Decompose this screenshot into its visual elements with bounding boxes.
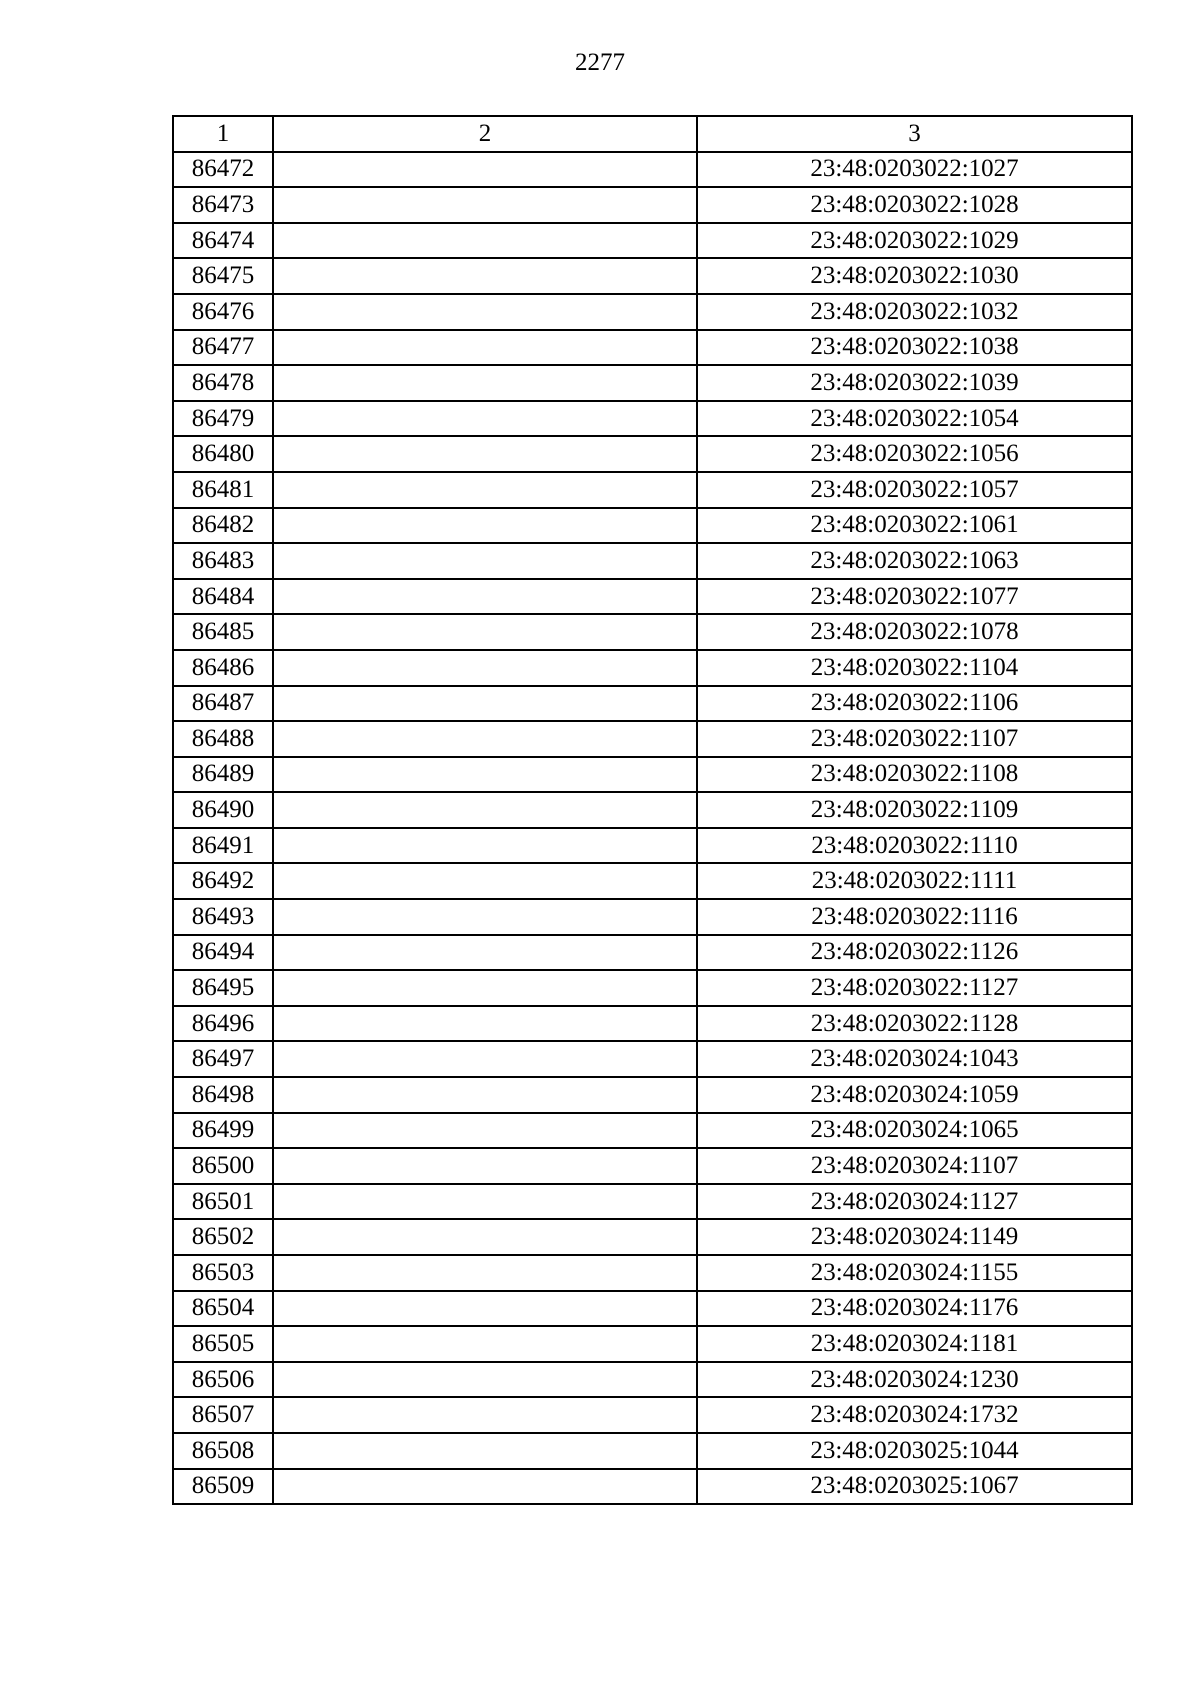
name-cell xyxy=(273,686,697,722)
name-cell xyxy=(273,1006,697,1042)
table-row xyxy=(173,899,1132,935)
table-row xyxy=(173,1397,1132,1433)
table-row xyxy=(173,686,1132,722)
row-number-cell: 86483 xyxy=(173,543,273,579)
table-row xyxy=(173,330,1132,366)
cadastral-number-cell: 23:48:0203022:1104 xyxy=(697,650,1132,686)
table-body xyxy=(173,152,1132,1505)
table-row xyxy=(173,1148,1132,1184)
row-number-cell: 86495 xyxy=(173,970,273,1006)
name-cell xyxy=(273,792,697,828)
name-cell xyxy=(273,1184,697,1220)
table-row xyxy=(173,970,1132,1006)
name-cell xyxy=(273,757,697,793)
row-number-cell: 86509 xyxy=(173,1469,273,1505)
name-cell xyxy=(273,614,697,650)
table-row xyxy=(173,365,1132,401)
row-number-cell: 86482 xyxy=(173,508,273,544)
cadastral-number-cell: 23:48:0203022:1027 xyxy=(697,152,1132,188)
row-number-cell: 86479 xyxy=(173,401,273,437)
name-cell xyxy=(273,1255,697,1291)
cadastral-number-cell: 23:48:0203022:1107 xyxy=(697,721,1132,757)
cadastral-number-cell: 23:48:0203024:1230 xyxy=(697,1362,1132,1398)
name-cell xyxy=(273,330,697,366)
cadastral-number-cell: 23:48:0203022:1039 xyxy=(697,365,1132,401)
cadastral-number-cell: 23:48:0203024:1107 xyxy=(697,1148,1132,1184)
table-row xyxy=(173,543,1132,579)
name-cell xyxy=(273,1433,697,1469)
table-row xyxy=(173,579,1132,615)
cadastral-number-cell: 23:48:0203022:1106 xyxy=(697,686,1132,722)
row-number-cell: 86503 xyxy=(173,1255,273,1291)
cadastral-number-cell: 23:48:0203024:1155 xyxy=(697,1255,1132,1291)
row-number-cell: 86494 xyxy=(173,935,273,971)
cadastral-number-cell: 23:48:0203022:1109 xyxy=(697,792,1132,828)
row-number-cell: 86480 xyxy=(173,436,273,472)
table-row xyxy=(173,508,1132,544)
table-row xyxy=(173,757,1132,793)
table-row xyxy=(173,1184,1132,1220)
row-number-cell: 86481 xyxy=(173,472,273,508)
row-number-cell: 86474 xyxy=(173,223,273,259)
page-number: 2277 xyxy=(575,49,625,76)
name-cell xyxy=(273,436,697,472)
name-cell xyxy=(273,401,697,437)
registry-table xyxy=(172,115,1133,1505)
cadastral-number-cell: 23:48:0203022:1032 xyxy=(697,294,1132,330)
table-row xyxy=(173,1362,1132,1398)
cadastral-number-cell: 23:48:0203022:1038 xyxy=(697,330,1132,366)
table-row xyxy=(173,650,1132,686)
cadastral-number-cell: 23:48:0203022:1077 xyxy=(697,579,1132,615)
row-number-cell: 86488 xyxy=(173,721,273,757)
cadastral-number-cell: 23:48:0203022:1127 xyxy=(697,970,1132,1006)
row-number-cell: 86508 xyxy=(173,1433,273,1469)
cadastral-number-cell: 23:48:0203022:1061 xyxy=(697,508,1132,544)
table-row xyxy=(173,935,1132,971)
cadastral-number-cell: 23:48:0203022:1128 xyxy=(697,1006,1132,1042)
row-number-cell: 86487 xyxy=(173,686,273,722)
cadastral-number-cell: 23:48:0203022:1111 xyxy=(697,863,1132,899)
cadastral-number-cell: 23:48:0203024:1059 xyxy=(697,1077,1132,1113)
table-row xyxy=(173,1041,1132,1077)
name-cell xyxy=(273,187,697,223)
header-row xyxy=(173,116,1132,152)
table-row xyxy=(173,1006,1132,1042)
name-cell xyxy=(273,970,697,1006)
table-row xyxy=(173,436,1132,472)
name-cell xyxy=(273,1148,697,1184)
name-cell xyxy=(273,1041,697,1077)
cadastral-number-cell: 23:48:0203022:1116 xyxy=(697,899,1132,935)
name-cell xyxy=(273,223,697,259)
row-number-cell: 86497 xyxy=(173,1041,273,1077)
row-number-cell: 86501 xyxy=(173,1184,273,1220)
cadastral-number-cell: 23:48:0203022:1126 xyxy=(697,935,1132,971)
row-number-cell: 86477 xyxy=(173,330,273,366)
row-number-cell: 86504 xyxy=(173,1291,273,1327)
cadastral-number-cell: 23:48:0203022:1078 xyxy=(697,614,1132,650)
row-number-cell: 86500 xyxy=(173,1148,273,1184)
name-cell xyxy=(273,152,697,188)
table-row xyxy=(173,1433,1132,1469)
cadastral-number-cell: 23:48:0203025:1044 xyxy=(697,1433,1132,1469)
name-cell xyxy=(273,899,697,935)
name-cell xyxy=(273,1326,697,1362)
column-header-1: 1 xyxy=(173,116,273,152)
cadastral-number-cell: 23:48:0203022:1108 xyxy=(697,757,1132,793)
table-row xyxy=(173,1113,1132,1149)
cadastral-number-cell: 23:48:0203022:1054 xyxy=(697,401,1132,437)
table-row xyxy=(173,792,1132,828)
name-cell xyxy=(273,543,697,579)
row-number-cell: 86496 xyxy=(173,1006,273,1042)
cadastral-number-cell: 23:48:0203024:1065 xyxy=(697,1113,1132,1149)
cadastral-number-cell: 23:48:0203022:1030 xyxy=(697,258,1132,294)
row-number-cell: 86486 xyxy=(173,650,273,686)
row-number-cell: 86472 xyxy=(173,152,273,188)
name-cell xyxy=(273,650,697,686)
table-row xyxy=(173,401,1132,437)
row-number-cell: 86492 xyxy=(173,863,273,899)
cadastral-number-cell: 23:48:0203024:1149 xyxy=(697,1219,1132,1255)
table-row xyxy=(173,187,1132,223)
name-cell xyxy=(273,1219,697,1255)
table-row xyxy=(173,1255,1132,1291)
name-cell xyxy=(273,863,697,899)
table-row xyxy=(173,1077,1132,1113)
row-number-cell: 86478 xyxy=(173,365,273,401)
table-row xyxy=(173,152,1132,188)
name-cell xyxy=(273,1469,697,1505)
column-header-2: 2 xyxy=(273,116,697,152)
row-number-cell: 86491 xyxy=(173,828,273,864)
cadastral-number-cell: 23:48:0203022:1029 xyxy=(697,223,1132,259)
table-row xyxy=(173,1219,1132,1255)
cadastral-number-cell: 23:48:0203024:1127 xyxy=(697,1184,1132,1220)
row-number-cell: 86505 xyxy=(173,1326,273,1362)
table-row xyxy=(173,863,1132,899)
cadastral-number-cell: 23:48:0203024:1181 xyxy=(697,1326,1132,1362)
name-cell xyxy=(273,1077,697,1113)
cadastral-number-cell: 23:48:0203024:1176 xyxy=(697,1291,1132,1327)
row-number-cell: 86502 xyxy=(173,1219,273,1255)
name-cell xyxy=(273,1397,697,1433)
table-row xyxy=(173,1469,1132,1505)
row-number-cell: 86476 xyxy=(173,294,273,330)
table-row xyxy=(173,1326,1132,1362)
cadastral-number-cell: 23:48:0203022:1057 xyxy=(697,472,1132,508)
name-cell xyxy=(273,258,697,294)
name-cell xyxy=(273,1113,697,1149)
cadastral-number-cell: 23:48:0203022:1056 xyxy=(697,436,1132,472)
table-row xyxy=(173,472,1132,508)
name-cell xyxy=(273,828,697,864)
name-cell xyxy=(273,508,697,544)
row-number-cell: 86484 xyxy=(173,579,273,615)
cadastral-number-cell: 23:48:0203025:1067 xyxy=(697,1469,1132,1505)
row-number-cell: 86473 xyxy=(173,187,273,223)
cadastral-number-cell: 23:48:0203022:1028 xyxy=(697,187,1132,223)
row-number-cell: 86489 xyxy=(173,757,273,793)
table-row xyxy=(173,294,1132,330)
cadastral-number-cell: 23:48:0203024:1043 xyxy=(697,1041,1132,1077)
row-number-cell: 86490 xyxy=(173,792,273,828)
name-cell xyxy=(273,1291,697,1327)
row-number-cell: 86506 xyxy=(173,1362,273,1398)
row-number-cell: 86493 xyxy=(173,899,273,935)
row-number-cell: 86507 xyxy=(173,1397,273,1433)
row-number-cell: 86475 xyxy=(173,258,273,294)
table-row xyxy=(173,223,1132,259)
name-cell xyxy=(273,294,697,330)
cadastral-number-cell: 23:48:0203024:1732 xyxy=(697,1397,1132,1433)
column-header-3: 3 xyxy=(697,116,1132,152)
name-cell xyxy=(273,579,697,615)
table-row xyxy=(173,1291,1132,1327)
table-row xyxy=(173,721,1132,757)
name-cell xyxy=(273,472,697,508)
cadastral-number-cell: 23:48:0203022:1110 xyxy=(697,828,1132,864)
name-cell xyxy=(273,935,697,971)
name-cell xyxy=(273,365,697,401)
name-cell xyxy=(273,721,697,757)
table-header xyxy=(173,116,1132,152)
table-row xyxy=(173,828,1132,864)
name-cell xyxy=(273,1362,697,1398)
row-number-cell: 86485 xyxy=(173,614,273,650)
table-row xyxy=(173,258,1132,294)
row-number-cell: 86499 xyxy=(173,1113,273,1149)
row-number-cell: 86498 xyxy=(173,1077,273,1113)
table-row xyxy=(173,614,1132,650)
cadastral-number-cell: 23:48:0203022:1063 xyxy=(697,543,1132,579)
